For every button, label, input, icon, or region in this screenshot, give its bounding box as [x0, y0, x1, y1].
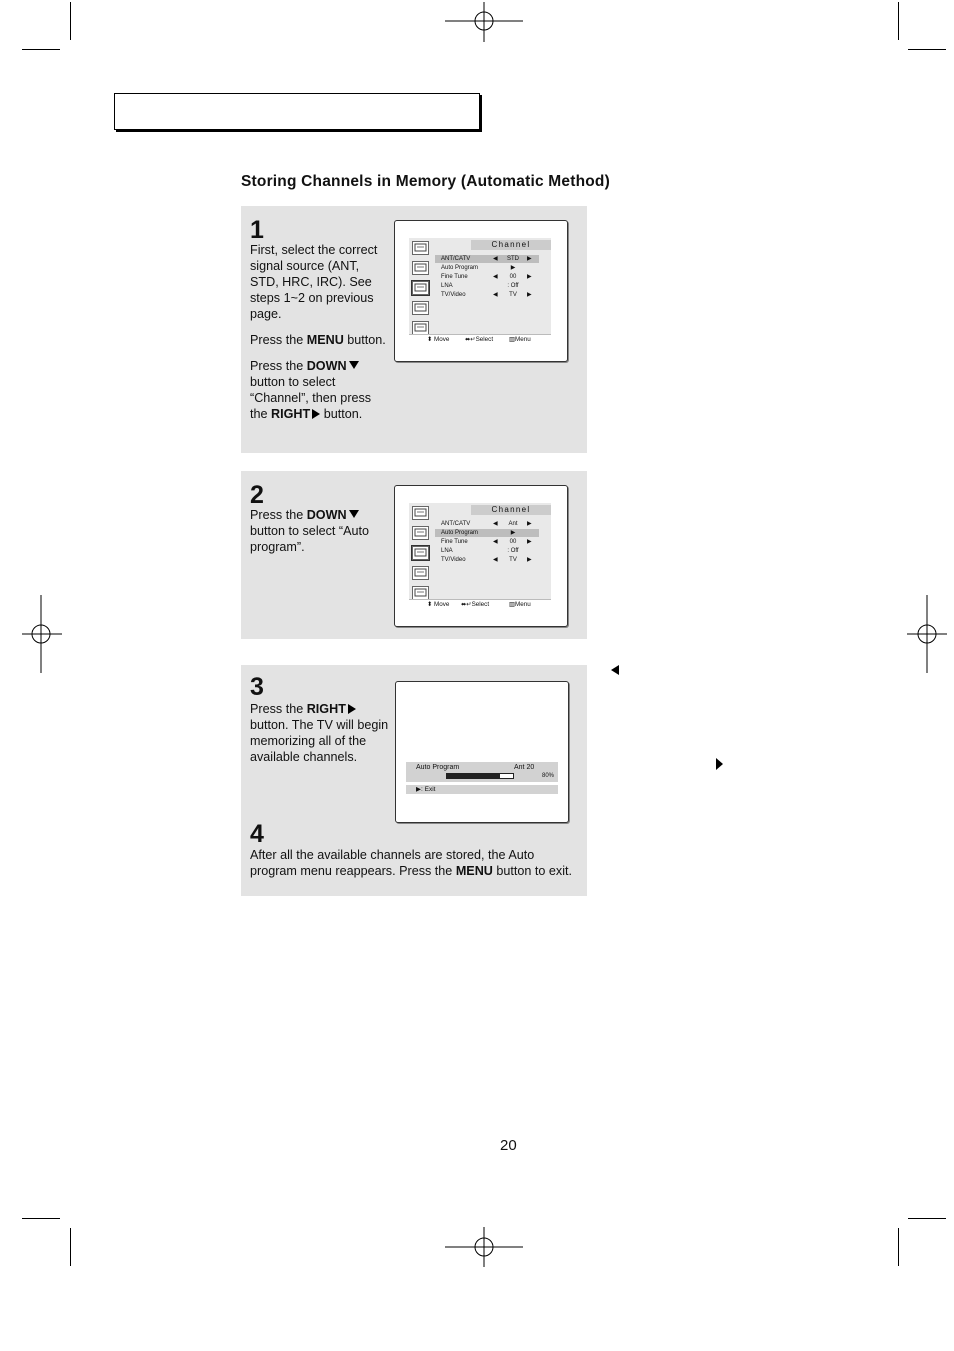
progress-bar [446, 773, 514, 779]
channel-icon[interactable] [412, 546, 429, 560]
registration-mark-top [445, 2, 523, 42]
osd-right-arrow: ▶ [527, 292, 532, 298]
step-3-panel [241, 665, 587, 896]
text-run: button to exit. [492, 864, 573, 878]
osd-row-value: : Off [507, 548, 519, 554]
auto-program-bar [406, 762, 558, 782]
osd-row-value: 00 [509, 274, 517, 280]
osd-row[interactable] [435, 282, 539, 290]
step-paragraph [250, 332, 390, 348]
setup-icon[interactable] [412, 301, 429, 315]
osd-row-label: ANT/CATV [441, 256, 471, 262]
osd-icon-column [409, 238, 431, 342]
button-name: DOWN [306, 508, 347, 522]
right-arrow-icon [716, 758, 723, 770]
button-name: RIGHT [271, 407, 311, 421]
tv-screen-auto-program-progress [395, 681, 569, 823]
picture-icon[interactable] [412, 241, 429, 255]
text-run: After all the available channels are stored, the Auto program menu reappears. Press the [250, 848, 535, 878]
footer-move: Move [434, 601, 450, 608]
text-run: button to select “Channel”, then press the [250, 375, 372, 421]
osd-row-label: Auto Program [441, 530, 479, 536]
osd-row-label: ANT/CATV [441, 521, 471, 527]
registration-mark-right [907, 595, 947, 673]
button-name: RIGHT [306, 702, 346, 716]
step-number: 4 [250, 820, 264, 848]
registration-mark-left [22, 595, 62, 673]
footer-menu: Menu [514, 601, 531, 608]
step-number: 2 [250, 481, 264, 509]
osd-row-value: STD [507, 256, 519, 262]
section-title: Storing Channels in Memory (Automatic Method) [241, 173, 610, 190]
osd-row-value: 00 [509, 539, 517, 545]
exit-bar [406, 785, 558, 794]
step-number: 1 [250, 216, 264, 244]
osd-left-arrow: ◀ [493, 274, 498, 280]
sound-icon[interactable] [412, 526, 429, 540]
osd-row[interactable] [435, 520, 539, 528]
osd-row-value: ▶ [510, 530, 516, 536]
step-1-panel [241, 206, 587, 453]
sound-icon[interactable] [412, 261, 429, 275]
button-name: MENU [455, 864, 493, 878]
step-paragraph [250, 507, 390, 555]
input-icon[interactable] [412, 586, 429, 600]
osd-left-arrow: ◀ [493, 557, 498, 563]
osd-icon-column [409, 503, 431, 607]
osd-row-label: LNA [441, 283, 453, 289]
step-paragraph [250, 358, 390, 422]
osd-footer: ⬍ Move ⬌↵Select ▥Menu [409, 334, 551, 345]
auto-program-percent: 80% [542, 773, 555, 779]
text-run: Press the [250, 702, 307, 716]
footer-select: Select [471, 601, 490, 608]
text-run: button. [343, 333, 386, 347]
osd-row[interactable] [435, 273, 539, 281]
footer-menu: Menu [514, 336, 531, 343]
picture-icon[interactable] [412, 506, 429, 520]
down-arrow-icon [349, 361, 359, 369]
step-number: 3 [250, 673, 264, 701]
osd-row-label: Fine Tune [441, 539, 468, 545]
down-arrow-icon [349, 510, 359, 518]
step-text [250, 847, 580, 889]
osd-row-value: TV [509, 292, 517, 298]
footer-select: Select [475, 336, 494, 343]
header-box [114, 93, 480, 130]
input-icon[interactable] [412, 321, 429, 335]
osd-title: Channel [471, 240, 551, 250]
setup-icon[interactable] [412, 566, 429, 580]
step-text [250, 507, 390, 565]
osd-row-label: TV/Video [441, 292, 466, 298]
page-number: 20 [500, 1137, 517, 1154]
registration-mark-bottom [445, 1227, 523, 1267]
osd-row-label: Fine Tune [441, 274, 468, 280]
osd-right-arrow: ▶ [527, 557, 532, 563]
right-arrow-icon [348, 704, 356, 714]
text-run: Press the [250, 508, 307, 522]
osd-right-arrow: ▶ [527, 256, 532, 262]
osd-left-arrow: ◀ [493, 256, 498, 262]
osd-row[interactable] [435, 255, 539, 263]
osd-menu [409, 238, 551, 342]
step-text [250, 701, 390, 775]
channel-icon[interactable] [412, 281, 429, 295]
osd-menu [409, 503, 551, 607]
tv-screen-channel-menu [394, 220, 568, 362]
text-run: button. [320, 407, 363, 421]
osd-row-label: TV/Video [441, 557, 466, 563]
osd-row-value: : Off [507, 283, 519, 289]
auto-program-channel: Ant 20 [514, 764, 535, 771]
osd-row[interactable] [435, 547, 539, 555]
osd-right-arrow: ▶ [527, 539, 532, 545]
auto-program-label: Auto Program [416, 764, 460, 771]
progress-fill [447, 774, 500, 778]
osd-row[interactable] [435, 556, 539, 564]
osd-right-arrow: ▶ [527, 521, 532, 527]
osd-row[interactable] [435, 264, 539, 272]
exit-label: ▶: Exit [416, 786, 436, 793]
text-run: Press the [250, 359, 307, 373]
button-name: DOWN [306, 359, 347, 373]
step-paragraph [250, 701, 390, 765]
text-run: First, select the correct signal source (ANT, STD, HRC, IRC). See steps 1~2 on previous page. [250, 243, 378, 321]
right-arrow-icon [312, 409, 320, 419]
left-arrow-icon [611, 665, 619, 675]
text-run: button to select “Auto program”. [250, 524, 370, 554]
osd-left-arrow: ◀ [493, 539, 498, 545]
step-paragraph [250, 242, 390, 322]
osd-title: Channel [471, 505, 551, 515]
osd-left-arrow: ◀ [493, 521, 498, 527]
footer-move: Move [434, 336, 450, 343]
text-run: Press the [250, 333, 307, 347]
osd-row-value: TV [509, 557, 517, 563]
osd-row[interactable] [435, 529, 539, 537]
tv-screen-auto-program-selected [394, 485, 568, 627]
text-run: button. The TV will begin memorizing all of the available channels. [250, 718, 389, 764]
osd-right-arrow: ▶ [527, 274, 532, 280]
osd-row-label: LNA [441, 548, 453, 554]
osd-footer: ⬍ Move ⬌↵Select ▥Menu [409, 599, 551, 610]
osd-row[interactable] [435, 291, 539, 299]
button-name: MENU [306, 333, 344, 347]
osd-row-value: Ant [508, 521, 518, 527]
osd-row[interactable] [435, 538, 539, 546]
osd-row-label: Auto Program [441, 265, 479, 271]
step-text [250, 242, 390, 432]
osd-left-arrow: ◀ [493, 292, 498, 298]
step-paragraph [250, 847, 580, 879]
osd-row-value: ▶ [510, 265, 516, 271]
step-2-panel [241, 471, 587, 639]
